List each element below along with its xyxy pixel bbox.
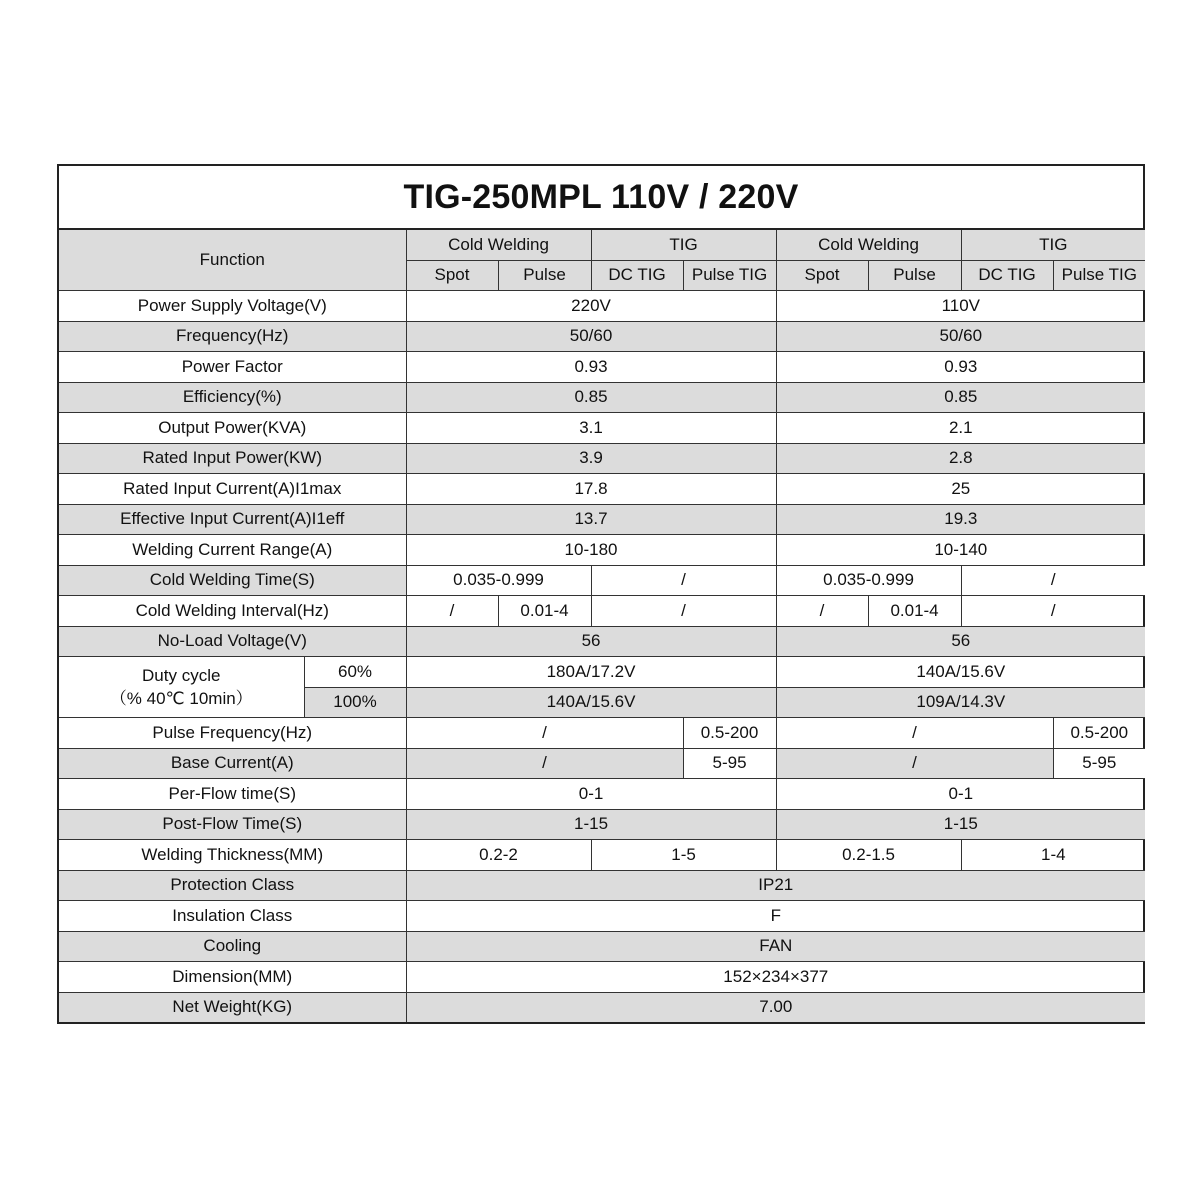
row-label: Frequency(Hz) — [59, 321, 406, 352]
row-effective-input-current — [59, 504, 1145, 535]
row-protection-class — [59, 870, 1145, 901]
value-110v: 0-1 — [776, 779, 1145, 810]
value-220v-tig: 1-5 — [591, 840, 776, 871]
value-110v: 110V — [776, 291, 1145, 322]
row-label: Welding Thickness(MM) — [59, 840, 406, 871]
value-110v: 50/60 — [776, 321, 1145, 352]
group-tig-110: TIG — [961, 230, 1145, 260]
row-label: Insulation Class — [59, 901, 406, 932]
value-220v-tig: / — [591, 596, 776, 627]
row-label: Cold Welding Interval(Hz) — [59, 596, 406, 627]
value-all: IP21 — [406, 870, 1145, 901]
value-220v: 10-180 — [406, 535, 776, 566]
row-label: Dimension(MM) — [59, 962, 406, 993]
value-220v: 140A/15.6V — [406, 687, 776, 718]
row-label: Pulse Frequency(Hz) — [59, 718, 406, 749]
row-base-current — [59, 748, 1145, 779]
mode-pulse-110: Pulse — [868, 260, 961, 291]
value-220v-other: / — [406, 748, 683, 779]
row-output-power — [59, 413, 1145, 444]
row-rated-input-current — [59, 474, 1145, 505]
value-220v: 180A/17.2V — [406, 657, 776, 688]
mode-dc-tig-110: DC TIG — [961, 260, 1053, 291]
value-110v-pulse: 0.01-4 — [868, 596, 961, 627]
value-110v-other: / — [776, 748, 1053, 779]
value-220v-pulse-tig: 0.5-200 — [683, 718, 776, 749]
value-110v-tig: 1-4 — [961, 840, 1145, 871]
value-110v: 2.1 — [776, 413, 1145, 444]
row-label: Protection Class — [59, 870, 406, 901]
value-110v-pulse-tig: 0.5-200 — [1053, 718, 1145, 749]
mode-spot-220: Spot — [406, 260, 498, 291]
value-220v: 3.1 — [406, 413, 776, 444]
row-label: Power Supply Voltage(V) — [59, 291, 406, 322]
value-220v-spot: / — [406, 596, 498, 627]
value-110v: 10-140 — [776, 535, 1145, 566]
row-label: Rated Input Power(KW) — [59, 443, 406, 474]
row-efficiency — [59, 382, 1145, 413]
sheet-title: TIG-250MPL 110V / 220V — [59, 166, 1143, 230]
value-220v: 50/60 — [406, 321, 776, 352]
value-110v: 19.3 — [776, 504, 1145, 535]
value-110v: 140A/15.6V — [776, 657, 1145, 688]
value-110v-cold: 0.035-0.999 — [776, 565, 961, 596]
row-power-factor — [59, 352, 1145, 383]
row-label: Base Current(A) — [59, 748, 406, 779]
row-pulse-frequency — [59, 718, 1145, 749]
value-all: F — [406, 901, 1145, 932]
value-220v: 3.9 — [406, 443, 776, 474]
row-welding-thickness — [59, 840, 1145, 871]
value-220v-pulse: 0.01-4 — [498, 596, 591, 627]
group-cold-welding-110: Cold Welding — [776, 230, 961, 260]
row-insulation-class — [59, 901, 1145, 932]
value-110v-tig: / — [961, 565, 1145, 596]
value-110v-cold: 0.2-1.5 — [776, 840, 961, 871]
value-all: FAN — [406, 931, 1145, 962]
value-220v: 220V — [406, 291, 776, 322]
value-220v-cold: 0.035-0.999 — [406, 565, 591, 596]
header-row-groups — [59, 230, 1145, 260]
value-all: 7.00 — [406, 992, 1145, 1022]
value-220v: 1-15 — [406, 809, 776, 840]
value-220v: 0.93 — [406, 352, 776, 383]
duty-cycle-condition: （% 40℃ 10min） — [109, 689, 253, 708]
value-110v-spot: / — [776, 596, 868, 627]
row-net-weight — [59, 992, 1145, 1022]
spec-table — [59, 230, 1145, 1022]
value-220v: 17.8 — [406, 474, 776, 505]
row-duty-cycle-60 — [59, 657, 1145, 688]
value-220v: 0.85 — [406, 382, 776, 413]
row-label: Net Weight(KG) — [59, 992, 406, 1022]
row-label: Cold Welding Time(S) — [59, 565, 406, 596]
mode-spot-110: Spot — [776, 260, 868, 291]
duty-cycle-title: Duty cycle — [142, 666, 221, 685]
mode-pulse-220: Pulse — [498, 260, 591, 291]
value-110v-other: / — [776, 718, 1053, 749]
row-label: Efficiency(%) — [59, 382, 406, 413]
value-220v-other: / — [406, 718, 683, 749]
duty-cycle-label — [59, 657, 304, 718]
row-supply-voltage — [59, 291, 1145, 322]
row-welding-current-range — [59, 535, 1145, 566]
row-cold-welding-time — [59, 565, 1145, 596]
row-rated-input-power — [59, 443, 1145, 474]
value-220v: 56 — [406, 626, 776, 657]
mode-pulse-tig-110: Pulse TIG — [1053, 260, 1145, 291]
row-label: Power Factor — [59, 352, 406, 383]
spec-sheet — [57, 164, 1145, 1024]
value-110v-pulse-tig: 5-95 — [1053, 748, 1145, 779]
row-dimension — [59, 962, 1145, 993]
value-110v: 56 — [776, 626, 1145, 657]
value-220v: 0-1 — [406, 779, 776, 810]
value-110v-tig: / — [961, 596, 1145, 627]
duty-cycle-60-label: 60% — [304, 657, 406, 688]
value-220v-pulse-tig: 5-95 — [683, 748, 776, 779]
duty-cycle-100-label: 100% — [304, 687, 406, 718]
row-label: Cooling — [59, 931, 406, 962]
row-no-load-voltage — [59, 626, 1145, 657]
row-label: Per-Flow time(S) — [59, 779, 406, 810]
row-pre-flow — [59, 779, 1145, 810]
row-label: Output Power(KVA) — [59, 413, 406, 444]
value-220v-tig: / — [591, 565, 776, 596]
row-label: Effective Input Current(A)I1eff — [59, 504, 406, 535]
mode-pulse-tig-220: Pulse TIG — [683, 260, 776, 291]
row-post-flow — [59, 809, 1145, 840]
value-110v: 109A/14.3V — [776, 687, 1145, 718]
value-110v: 0.93 — [776, 352, 1145, 383]
row-label: Post-Flow Time(S) — [59, 809, 406, 840]
value-110v: 2.8 — [776, 443, 1145, 474]
value-110v: 0.85 — [776, 382, 1145, 413]
row-frequency — [59, 321, 1145, 352]
row-label: Welding Current Range(A) — [59, 535, 406, 566]
group-tig-220: TIG — [591, 230, 776, 260]
row-cooling — [59, 931, 1145, 962]
value-110v: 1-15 — [776, 809, 1145, 840]
row-label: No-Load Voltage(V) — [59, 626, 406, 657]
value-all: 152×234×377 — [406, 962, 1145, 993]
row-label: Rated Input Current(A)I1max — [59, 474, 406, 505]
group-cold-welding-220: Cold Welding — [406, 230, 591, 260]
mode-dc-tig-220: DC TIG — [591, 260, 683, 291]
value-110v: 25 — [776, 474, 1145, 505]
value-220v-cold: 0.2-2 — [406, 840, 591, 871]
row-cold-welding-interval — [59, 596, 1145, 627]
value-220v: 13.7 — [406, 504, 776, 535]
function-header: Function — [59, 230, 406, 291]
